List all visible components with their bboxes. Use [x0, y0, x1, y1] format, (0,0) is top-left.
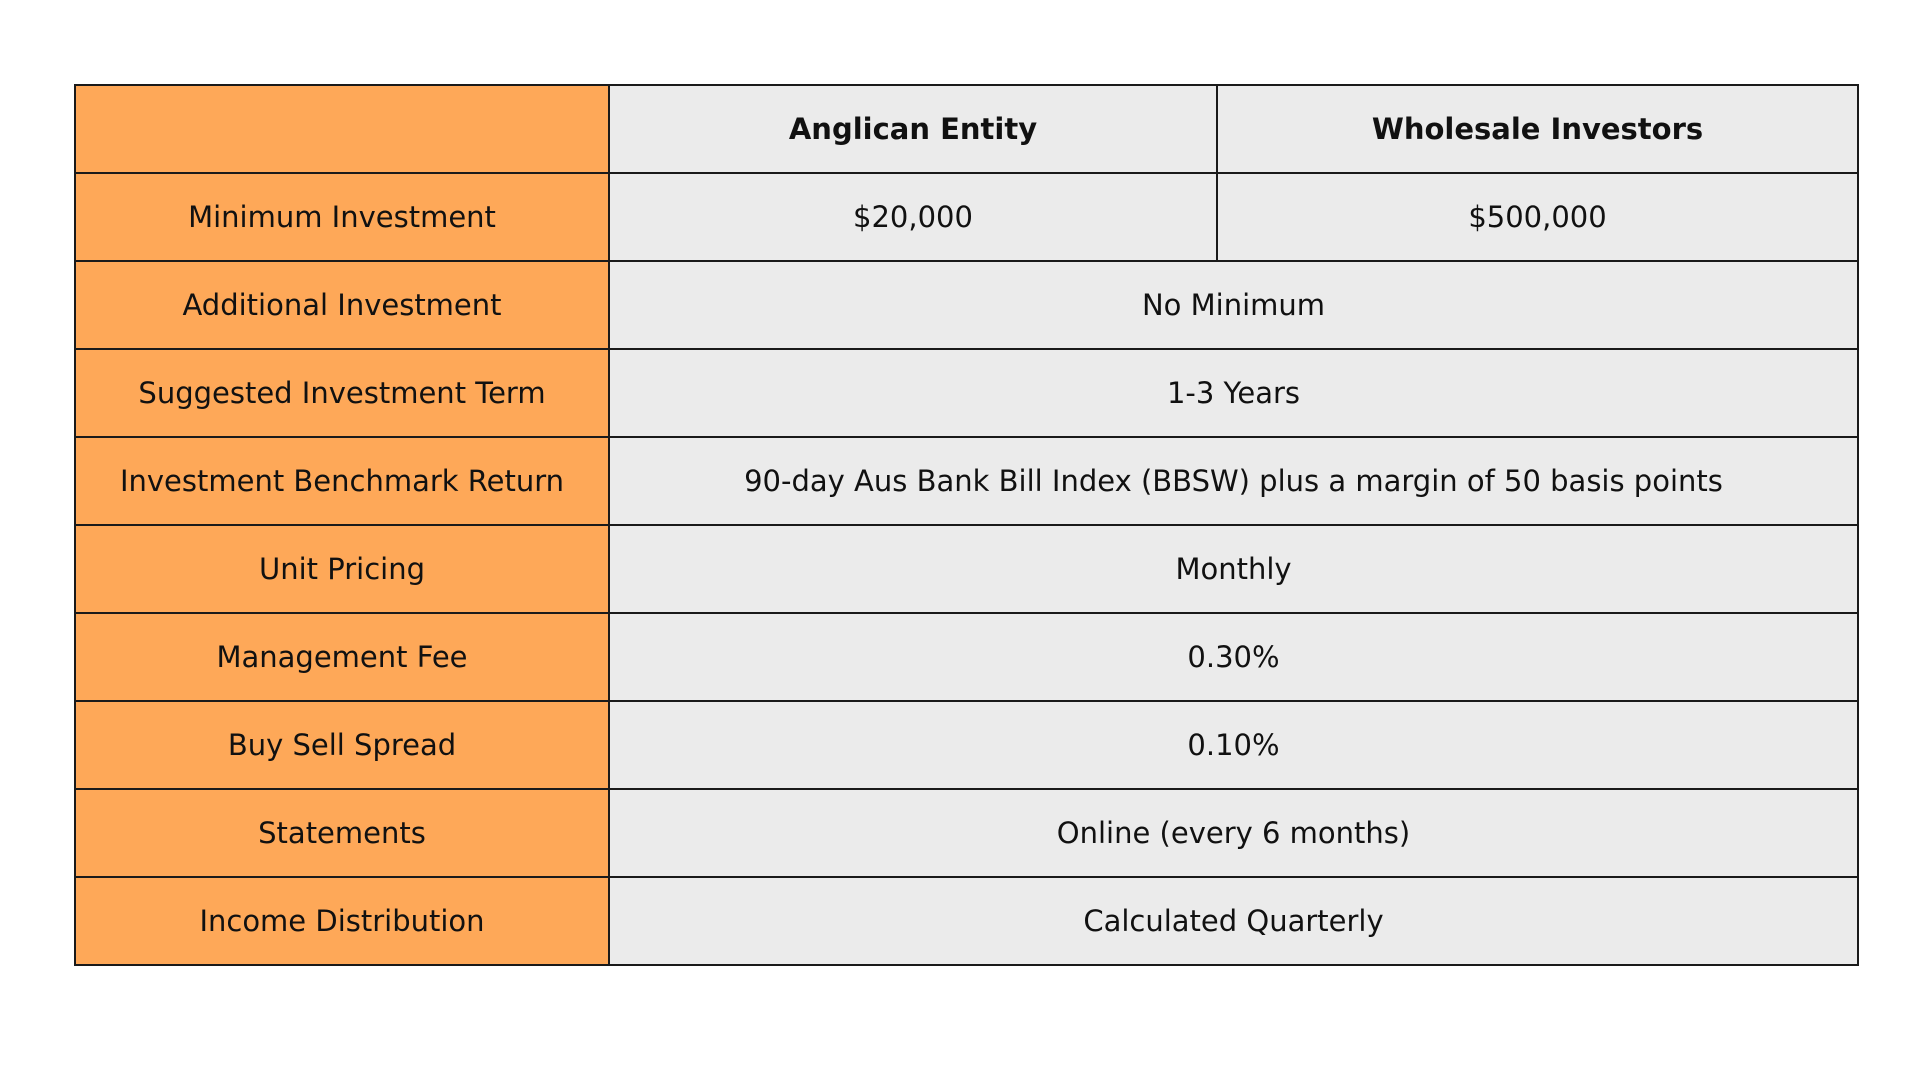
- row-label: Buy Sell Spread: [75, 701, 609, 789]
- row-value: 0.10%: [609, 701, 1858, 789]
- table-row: [75, 437, 1858, 525]
- investment-details-table-container: [74, 84, 1857, 966]
- row-label: Suggested Investment Term: [75, 349, 609, 437]
- table-row-minimum-investment: [75, 173, 1858, 261]
- table-header-row: [75, 85, 1858, 173]
- table-row: [75, 349, 1858, 437]
- row-value: 0.30%: [609, 613, 1858, 701]
- row-value: Online (every 6 months): [609, 789, 1858, 877]
- header-corner-cell: [75, 85, 609, 173]
- row-label: Additional Investment: [75, 261, 609, 349]
- row-value: No Minimum: [609, 261, 1858, 349]
- row-label: Minimum Investment: [75, 173, 609, 261]
- investment-details-table: [74, 84, 1859, 966]
- table-row: [75, 789, 1858, 877]
- table-row: [75, 613, 1858, 701]
- row-value: Monthly: [609, 525, 1858, 613]
- row-label: Statements: [75, 789, 609, 877]
- column-header-anglican-entity: Anglican Entity: [609, 85, 1217, 173]
- table-row: [75, 701, 1858, 789]
- row-value: 1-3 Years: [609, 349, 1858, 437]
- row-value: 90-day Aus Bank Bill Index (BBSW) plus a margin of 50 basis points: [609, 437, 1858, 525]
- minimum-investment-anglican-value: $20,000: [609, 173, 1217, 261]
- row-label: Management Fee: [75, 613, 609, 701]
- row-value: Calculated Quarterly: [609, 877, 1858, 965]
- table-row: [75, 525, 1858, 613]
- minimum-investment-wholesale-value: $500,000: [1217, 173, 1858, 261]
- row-label: Investment Benchmark Return: [75, 437, 609, 525]
- column-header-wholesale-investors: Wholesale Investors: [1217, 85, 1858, 173]
- table-row: [75, 261, 1858, 349]
- row-label: Unit Pricing: [75, 525, 609, 613]
- row-label: Income Distribution: [75, 877, 609, 965]
- table-row: [75, 877, 1858, 965]
